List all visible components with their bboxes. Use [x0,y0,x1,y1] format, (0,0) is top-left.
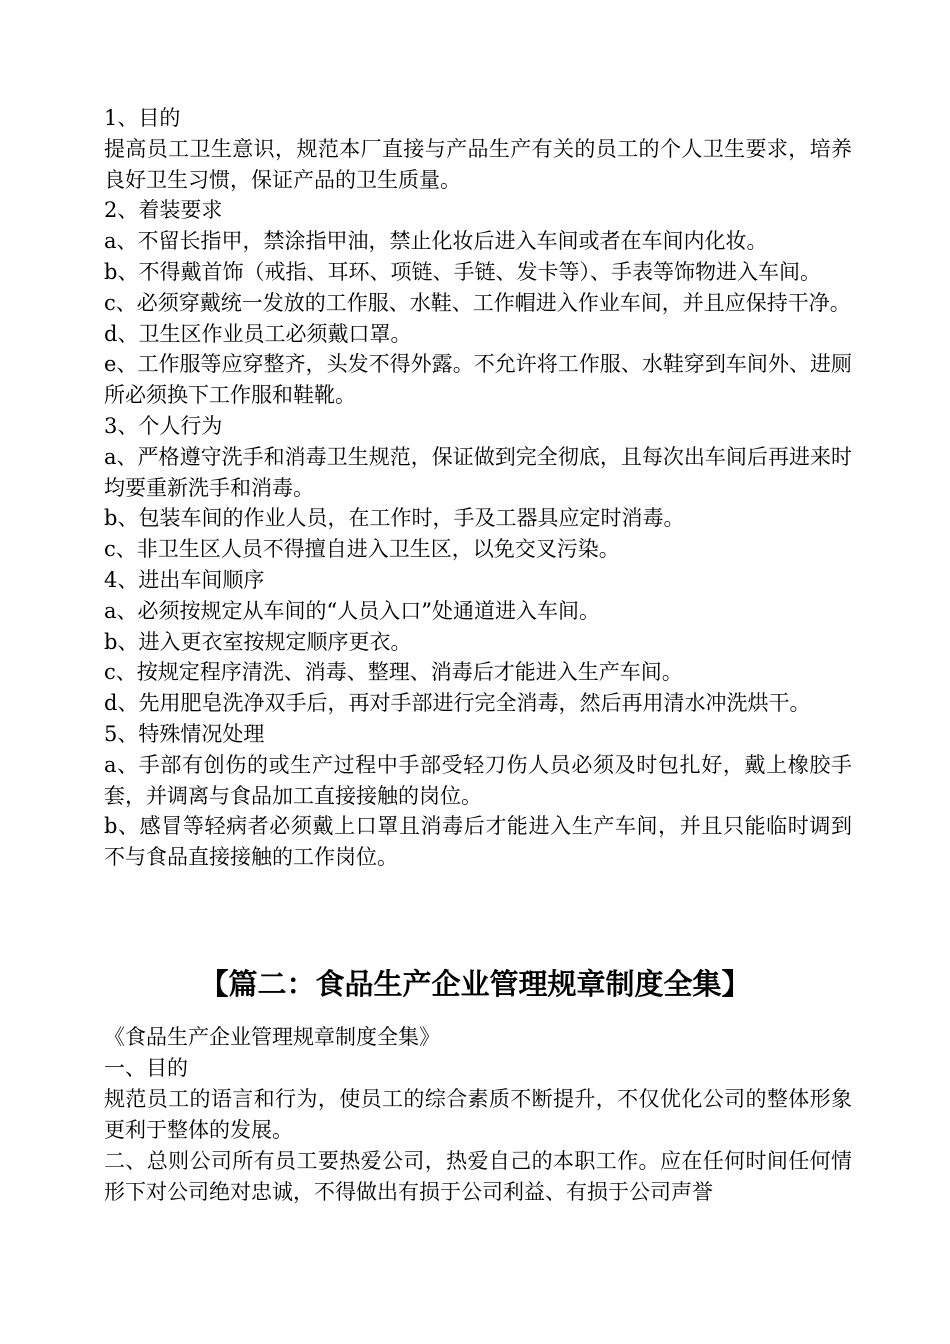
dress-item-b: b、不得戴首饰（戒指、耳环、项链、手链、发卡等）、手表等饰物进入车间。 [104,259,821,284]
behavior-heading: 3、个人行为 [104,413,223,438]
entry-item-c: c、按规定程序清洗、消毒、整理、消毒后才能进入生产车间。 [104,660,683,685]
dress-item-c: c、必须穿戴统一发放的工作服、水鞋、工作帽进入作业车间，并且应保持干净。 [104,290,851,315]
entry-heading: 4、进出车间顺序 [104,567,265,592]
section-two [104,1022,852,1208]
behavior-item-c: c、非卫生区人员不得擅自进入卫生区，以免交叉污染。 [104,537,620,562]
section-two-purpose-heading: 一、目的 [104,1056,188,1080]
purpose-heading: 1、目的 [104,106,181,130]
special-item-b: b、感冒等轻病者必须戴上口罩且消毒后才能进入生产车间，并且只能临时调到不与食品直接接触的工作岗位。 [104,814,852,870]
dress-heading: 2、着装要求 [104,198,223,223]
behavior-item-a: a、严格遵守洗手和消毒卫生规范，保证做到完全彻底，且每次出车间后再进来时均要重新洗手和消毒。 [104,444,852,500]
special-item-a: a、手部有创伤的或生产过程中手部受轻刀伤人员必须及时包扎好，戴上橡胶手套，并调离与食品加工直接接触的岗位。 [104,752,852,808]
section-two-purpose-paragraph: 规范员工的语言和行为，使员工的综合素质不断提升，不仅优化公司的整体形象更利于整体的发展。 [104,1087,852,1142]
dress-item-e: e、工作服等应穿整齐，头发不得外露。不允许将工作服、水鞋穿到车间外、进厕所必须换下工作服和鞋靴。 [104,352,852,408]
dress-item-d: d、卫生区作业员工必须戴口罩。 [104,321,412,346]
entry-item-b: b、进入更衣室按规定顺序更衣。 [104,629,412,654]
section-one [104,103,852,873]
entry-item-a: a、必须按规定从车间的“人员入口”处通道进入车间。 [104,598,600,623]
behavior-item-b: b、包装车间的作业人员，在工作时，手及工器具应定时消毒。 [104,506,685,531]
purpose-paragraph: 提高员工卫生意识，规范本厂直接与产品生产有关的员工的个人卫生要求，培养良好卫生习惯，保证产品的卫生质量。 [104,136,852,192]
special-heading: 5、特殊情况处理 [104,721,265,746]
section-two-subtitle: 《食品生产企业管理规章制度全集》 [104,1025,440,1049]
section-two-title: 【篇二：食品生产企业管理规章制度全集】 [199,967,751,1001]
dress-item-a: a、不留长指甲，禁涂指甲油，禁止化妆后进入车间或者在车间内化妆。 [104,229,768,254]
section-two-general-paragraph: 二、总则公司所有员工要热爱公司，热爱自己的本职工作。应在任何时间任何情形下对公司绝对忠诚，不得做出有损于公司利益、有损于公司声誉 [104,1149,852,1204]
entry-item-d: d、先用肥皂洗净双手后，再对手部进行完全消毒，然后再用清水冲洗烘干。 [104,691,811,716]
